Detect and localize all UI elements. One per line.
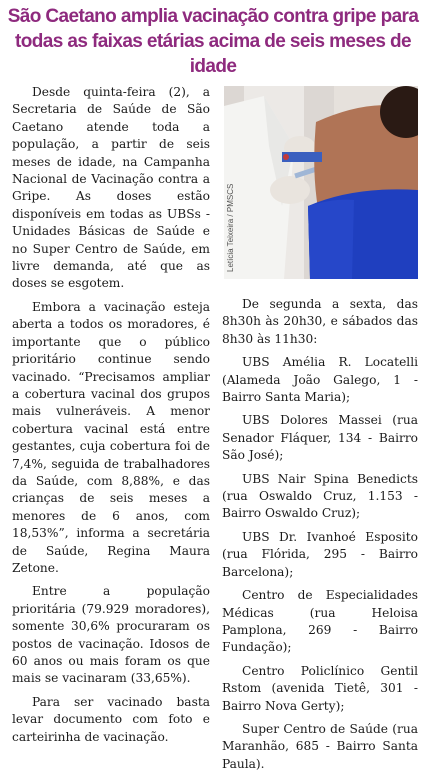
- schedule-intro: De segunda a sexta, das 8h30h às 20h30, e sábados das 8h30 às 11h30:: [222, 297, 418, 346]
- health-unit-item: Super Centro de Saúde (rua Maranhão, 685 - Bairro Santa Paula).: [222, 721, 418, 771]
- paragraph: Entre a população prioritária (79.929 moradores), somente 30,6% procuraram os postos de vacinação. Idosos de 60 anos ou mais foram os que mais se vacinaram (33,65%).: [12, 584, 210, 686]
- health-unit-item: Centro de Especialidades Médicas (rua Heloisa Pamplona, 269 - Bairro Fundação);: [222, 588, 418, 655]
- paragraph: Desde quinta-feira (2), a Secretaria de Saúde de São Caetano atende toda a população, a partir de seis meses de idade, na Campanha Nacional de Vacinação contra a Gripe. As doses estão disponíveis em todas as UBSs - Unidades Básicas de Saúde e no Super Centro de Saúde, em livre demanda, até que as doses se esgotem.: [12, 85, 210, 291]
- headline: São Caetano amplia vacinação contra gripe para todas as faixas etárias acima de seis meses de idade: [7, 6, 419, 77]
- health-unit-item: UBS Nair Spina Benedicts (rua Oswaldo Cruz, 1.153 - Bairro Oswaldo Cruz);: [222, 471, 418, 521]
- paragraph: Para ser vacinado basta levar documento com foto e carteirinha de vacinação.: [12, 694, 210, 744]
- vaccination-photo-illustration: [224, 86, 418, 279]
- right-column: [222, 296, 418, 773]
- photo-credit: Letícia Teixeira / PMSCS: [226, 183, 235, 272]
- health-unit-item: UBS Dolores Massei (rua Senador Fláquer, 134 - Bairro São José);: [222, 413, 418, 463]
- left-column: [12, 84, 210, 746]
- health-unit-item: Centro Policlínico Gentil Rstom (avenida Tietê, 301 - Bairro Nova Gerty);: [222, 663, 418, 713]
- vaccination-photo: [224, 86, 418, 279]
- health-unit-item: UBS Dr. Ivanhoé Esposito (rua Flórida, 295 - Bairro Barcelona);: [222, 529, 418, 579]
- health-unit-item: UBS Amélia R. Locatelli (Alameda João Galego, 1 - Bairro Santa Maria);: [222, 355, 418, 405]
- paragraph: Embora a vacinação esteja aberta a todos os moradores, é importante que o público prioritário continue sendo vacinado. “Precisamos ampliar a cobertura vacinal dos grupos mais vulneráveis. A menor cobertura vacinal está entre gestantes, cuja cobertura foi de 7,4%, seguida de trabalhadores da Saúde, com 8,88%, e das crianças de seis meses a menores de 6 anos, com 18,53%”, informa a secretária de Saúde, Regina Maura Zetone.: [12, 299, 210, 575]
